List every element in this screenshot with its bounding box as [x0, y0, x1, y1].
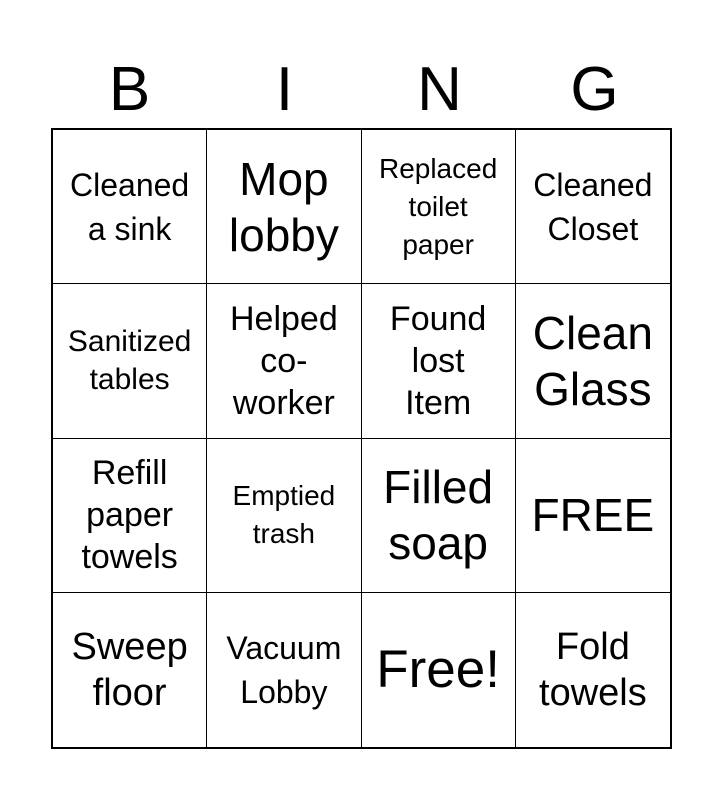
- header-letter-i: I: [275, 55, 294, 124]
- header-letter-b: B: [108, 55, 151, 124]
- bingo-cell[interactable]: [516, 593, 670, 747]
- bingo-cell[interactable]: [207, 593, 361, 747]
- bingo-cell[interactable]: [516, 130, 670, 284]
- bingo-board: [51, 128, 672, 749]
- cell-label: Found lost Item: [389, 299, 487, 422]
- cell-label: Cleaned a sink: [70, 166, 190, 247]
- cell-label: Filled soap: [383, 461, 494, 570]
- cell-label: Replaced toilet paper: [378, 152, 498, 260]
- bingo-cell[interactable]: [516, 284, 670, 438]
- bingo-cell-free[interactable]: [362, 593, 516, 747]
- bingo-cell[interactable]: [207, 439, 361, 593]
- bingo-cell[interactable]: [207, 284, 361, 438]
- cell-label: Emptied trash: [232, 480, 336, 550]
- cell-label: Vacuum Lobby: [226, 629, 342, 710]
- bingo-cell[interactable]: [362, 439, 516, 593]
- bingo-cell[interactable]: [53, 130, 207, 284]
- cell-label: Refill paper towels: [81, 454, 178, 577]
- cell-label: Fold towels: [539, 625, 647, 714]
- bingo-cell[interactable]: [362, 130, 516, 284]
- cell-label: Helped co- worker: [230, 299, 338, 422]
- cell-label: Clean Glass: [532, 306, 653, 415]
- cell-label: Free!: [376, 639, 500, 699]
- bingo-cell[interactable]: [53, 439, 207, 593]
- bingo-header: [52, 52, 672, 128]
- bingo-cell[interactable]: [207, 130, 361, 284]
- cell-label: Cleaned Closet: [533, 166, 653, 247]
- cell-label: FREE: [531, 489, 655, 542]
- cell-label: Mop lobby: [228, 152, 339, 261]
- cell-label: Sweep floor: [71, 625, 188, 714]
- header-letter-g: G: [570, 55, 619, 124]
- bingo-cell[interactable]: [53, 593, 207, 747]
- header-letter-n: N: [417, 55, 462, 124]
- cell-label: Sanitized tables: [67, 324, 192, 396]
- bingo-cell[interactable]: [362, 284, 516, 438]
- bingo-cell-free[interactable]: [516, 439, 670, 593]
- bingo-cell[interactable]: [53, 284, 207, 438]
